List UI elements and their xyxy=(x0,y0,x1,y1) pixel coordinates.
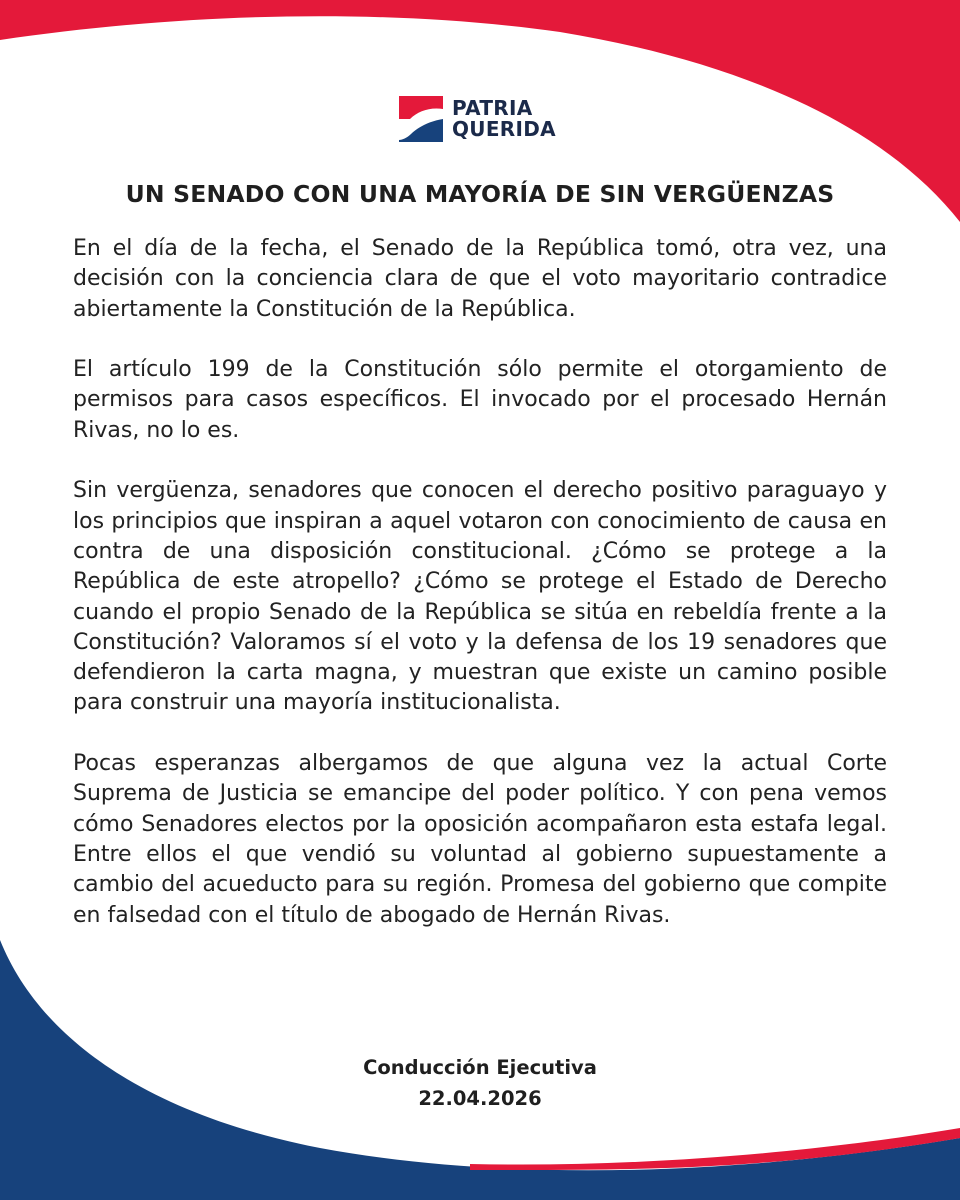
logo-wordmark xyxy=(452,98,556,140)
paragraph-4: Pocas esperanzas albergamos de que alguna vez la actual Corte Suprema de Justicia se emancipe del poder político. Y con pena vemos cómo Senadores electos por la oposición acompañaron esta estafa legal. Entre ellos el que vendió su voluntad al gobierno supuestamente a cambio del acueducto para su región. Promesa del gobierno que compite en falsedad con el título de abogado de Hernán Rivas. xyxy=(73,751,887,928)
document-body xyxy=(73,234,887,931)
paragraph-1: En el día de la fecha, el Senado de la República tomó, otra vez, una decisión con la conciencia clara de que el voto mayoritario contradice abiertamente la Constitución de la República. xyxy=(73,236,887,322)
signature-block xyxy=(0,1052,960,1114)
logo-line-2: QUERIDA xyxy=(452,117,556,141)
document-title: UN SENADO CON UNA MAYORÍA DE SIN VERGÜENZAS xyxy=(125,180,835,208)
document-date: 22.04.2026 xyxy=(418,1087,542,1110)
signature: Conducción Ejecutiva xyxy=(363,1056,597,1079)
logo-line-1: PATRIA xyxy=(452,96,533,120)
paragraph-2: El artículo 199 de la Constitución sólo permite el otorgamiento de permisos para casos específicos. El invocado por el procesado Hernán Rivas, no lo es. xyxy=(73,357,887,443)
patria-querida-logo xyxy=(398,96,556,142)
flag-icon xyxy=(398,96,444,142)
paragraph-3: Sin vergüenza, senadores que conocen el derecho positivo paraguayo y los principios que inspiran a aquel votaron con conocimiento de causa en contra de una disposición constitucional. ¿Cómo se protege a la República de este atropello? ¿Cómo se protege el Estado de Derecho cuando el propio Senado de la República se sitúa en rebeldía frente a la Constitución? Valoramos sí el voto y la defensa de los 19 senadores que defendieron la carta magna, y muestran que existe un camino posible para construir una mayoría institucionalista. xyxy=(73,478,887,716)
